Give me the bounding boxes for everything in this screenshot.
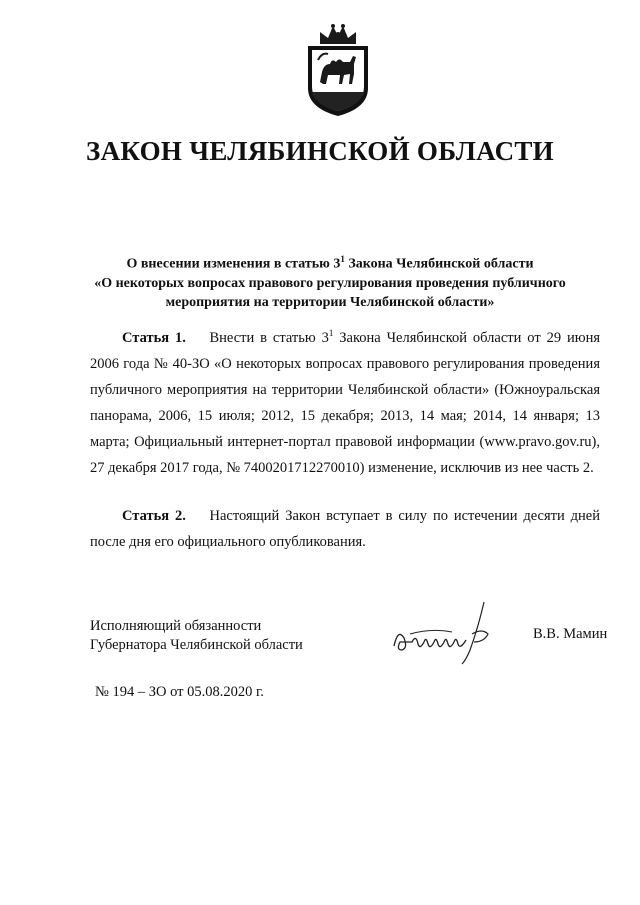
signatory-name: В.В. Мамин bbox=[533, 626, 608, 642]
document-subtitle bbox=[60, 250, 600, 312]
subtitle-line-3: мероприятия на территории Челябинской области» bbox=[165, 294, 495, 310]
article-1-text: Внести в статью $3^1$ Закона Челябинской области от 29 июня 2006 года № 40-ЗО «О некоторых вопросах правового регулирования проведения публичного мероприятия на территории Челябинской области» (Южноуральская панорама, 2006, 15 июля; 2012, 15 декабря; 2013, 14 мая; 2014, 14 января; 13 марта; Официальный интернет-портал правовой информации (www.pravo.gov.ru), 27 декабря 2017 года, № 7400201712270010) изменение, исключив из нее часть 2. bbox=[90, 328, 601, 476]
chelyabinsk-coat-of-arms-icon bbox=[298, 22, 378, 118]
law-number-date: № 194 – ЗО от 05.08.2020 г. bbox=[95, 684, 264, 700]
article-1-label: Статья 1. bbox=[122, 330, 186, 346]
document-title: ЗАКОН ЧЕЛЯБИНСКОЙ ОБЛАСТИ bbox=[86, 136, 554, 166]
article-2-text: Настоящий Закон вступает в силу по истечении десяти дней после дня его официального опубликования. bbox=[90, 508, 600, 550]
signatory-position: Исполняющий обязанности Губернатора Челябинской области bbox=[90, 618, 303, 653]
subtitle-line-1: О внесении изменения в статью $3^1$ Закона Челябинской области bbox=[126, 254, 534, 272]
article-1 bbox=[90, 325, 600, 481]
subtitle-line-2: «О некоторых вопросах правового регулирования проведения публичного bbox=[94, 275, 566, 291]
article-2 bbox=[90, 503, 600, 555]
handwritten-signature bbox=[392, 598, 492, 668]
article-2-label: Статья 2. bbox=[122, 508, 186, 524]
